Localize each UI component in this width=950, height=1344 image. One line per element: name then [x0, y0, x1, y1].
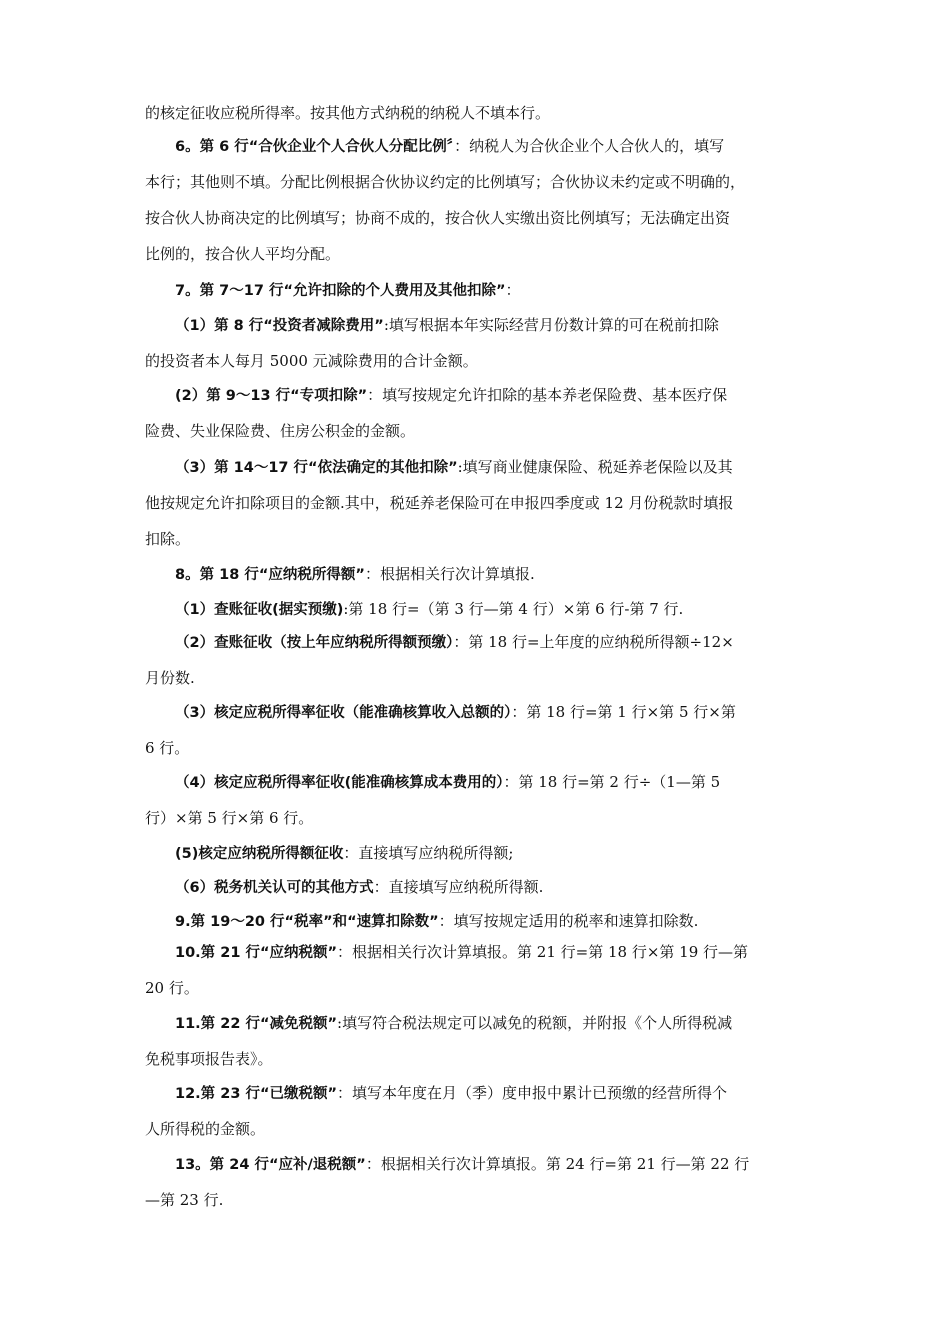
- paragraph-item8: [145, 556, 810, 592]
- body-text: ：填写本年度在月（季）度申报中累计已预缴的经营所得个: [337, 1084, 728, 1102]
- paragraph-item5-continued: [145, 95, 810, 131]
- text-line: [145, 835, 810, 871]
- body-text: ：直接填写应纳税所得额;: [343, 844, 514, 862]
- body-text: 行）×第 5 行×第 6 行。: [145, 809, 314, 827]
- body-text: 扣除。: [145, 530, 191, 548]
- paragraph-item8-1: [145, 591, 810, 627]
- text-line: [145, 800, 810, 836]
- paragraph-item8-3: [145, 694, 810, 766]
- text-line: [145, 624, 810, 660]
- item-heading: 11.第 22 行“减免税额”: [175, 1016, 338, 1032]
- text-line: [145, 1146, 810, 1182]
- paragraph-item7-1: [145, 307, 810, 379]
- paragraph-item7: [145, 272, 810, 308]
- item-heading: 7。第 7～17 行“允许扣除的个人费用及其他扣除”: [175, 283, 506, 299]
- text-line: [145, 934, 810, 970]
- text-line: [145, 591, 810, 627]
- text-line: [145, 164, 810, 200]
- text-line: [145, 128, 810, 164]
- item-heading: （2）查账征收（按上年应纳税所得额预缴）: [175, 635, 454, 651]
- paragraph-item11: [145, 1005, 810, 1077]
- body-text: ：第 18 行=上年度的应纳税所得额÷12×: [453, 633, 734, 651]
- body-text: ：纳税人为合伙企业个人合伙人的，填写: [454, 137, 725, 155]
- paragraph-item7-3: [145, 449, 810, 557]
- text-line: [145, 236, 810, 272]
- paragraph-item8-6: [145, 869, 810, 905]
- paragraph-item8-2: [145, 624, 810, 696]
- text-line: [145, 521, 810, 557]
- item-heading: （4）核定应税所得率征收(能准确核算成本费用的）: [175, 775, 504, 791]
- body-text: ：填写按规定适用的税率和速算扣除数.: [438, 912, 699, 930]
- body-text: 他按规定允许扣除项目的金额.其中，税延养老保险可在申报四季度或 12 月份税款时填报: [145, 494, 734, 512]
- body-text: :第 18 行=（第 3 行—第 4 行）×第 6 行-第 7 行.: [343, 600, 684, 618]
- body-text: ：第 18 行=第 2 行÷（1—第 5: [503, 773, 721, 791]
- text-line: [145, 200, 810, 236]
- text-line: [145, 730, 810, 766]
- body-text: ：填写按规定允许扣除的基本养老保险费、基本医疗保: [367, 386, 728, 404]
- text-line: [145, 1041, 810, 1077]
- item-heading: （1）第 8 行“投资者减除费用”: [175, 318, 384, 334]
- body-text: ：直接填写应纳税所得额.: [373, 878, 544, 896]
- paragraph-item13: [145, 1146, 810, 1218]
- item-heading: 12.第 23 行“已缴税额”: [175, 1086, 338, 1102]
- item-heading: 9.第 19～20 行“税率”和“速算扣除数”: [175, 914, 439, 930]
- text-line: [145, 1111, 810, 1147]
- body-text: 比例的，按合伙人平均分配。: [145, 245, 341, 263]
- item-heading: (5)核定应纳税所得额征收: [175, 846, 344, 862]
- body-text: ：根据相关行次计算填报。第 21 行=第 18 行×第 19 行—第: [337, 943, 749, 961]
- body-text: 的核定征收应税所得率。按其他方式纳税的纳税人不填本行。: [145, 104, 551, 122]
- body-text: ：根据相关行次计算填报.: [364, 565, 535, 583]
- body-text: 本行；其他则不填。分配比例根据合伙协议约定的比例填写；合伙协议未约定或不明确的，: [145, 173, 746, 191]
- item-heading: （1）查账征收(据实预缴): [175, 602, 344, 618]
- body-text: :填写商业健康保险、税延养老保险以及其: [457, 458, 733, 476]
- text-line: [145, 1182, 810, 1218]
- text-line: [145, 694, 810, 730]
- text-line: [145, 307, 810, 343]
- text-line: [145, 272, 810, 308]
- paragraph-item12: [145, 1075, 810, 1147]
- body-text: ：第 18 行=第 1 行×第 5 行×第: [511, 703, 736, 721]
- text-line: [145, 449, 810, 485]
- body-text: 20 行。: [145, 979, 199, 997]
- text-line: [145, 343, 810, 379]
- paragraph-item6: [145, 128, 810, 272]
- text-line: [145, 485, 810, 521]
- body-text: 人所得税的金额。: [145, 1120, 266, 1138]
- body-text: :填写根据本年实际经营月份数计算的可在税前扣除: [383, 316, 719, 334]
- item-heading: 10.第 21 行“应纳税额”: [175, 945, 338, 961]
- item-heading: （3）第 14～17 行“依法确定的其他扣除”: [175, 460, 458, 476]
- body-text: 险费、失业保险费、住房公积金的金额。: [145, 422, 416, 440]
- body-text: 免税事项报告表》。: [145, 1050, 273, 1068]
- text-line: [145, 95, 810, 131]
- text-line: [145, 377, 810, 413]
- text-line: [145, 660, 810, 696]
- item-heading: 13。第 24 行“应补/退税额”: [175, 1157, 366, 1173]
- text-line: [145, 1005, 810, 1041]
- text-line: [145, 764, 810, 800]
- item-heading: 8。第 18 行“应纳税所得额”: [175, 567, 365, 583]
- item-heading: （3）核定应税所得率征收（能准确核算收入总额的）: [175, 705, 512, 721]
- text-line: [145, 970, 810, 1006]
- body-text: ：根据相关行次计算填报。第 24 行=第 21 行—第 22 行: [365, 1155, 750, 1173]
- text-line: [145, 1075, 810, 1111]
- body-text: 按合伙人协商决定的比例填写；协商不成的，按合伙人实缴出资比例填写；无法确定出资: [145, 209, 731, 227]
- item-heading: (2）第 9～13 行“专项扣除”: [175, 388, 368, 404]
- body-text: —第 23 行.: [145, 1191, 224, 1209]
- item-heading: （6）税务机关认可的其他方式: [175, 880, 374, 896]
- body-text: 的投资者本人每月 5000 元减除费用的合计金额。: [145, 352, 478, 370]
- paragraph-item10: [145, 934, 810, 1006]
- text-line: [145, 413, 810, 449]
- paragraph-item8-4: [145, 764, 810, 836]
- paragraph-item7-2: [145, 377, 810, 449]
- text-line: [145, 556, 810, 592]
- body-text: 月份数.: [145, 669, 195, 687]
- text-line: [145, 869, 810, 905]
- body-text: :填写符合税法规定可以减免的税额，并附报《个人所得税减: [337, 1014, 733, 1032]
- paragraph-item8-5: [145, 835, 810, 871]
- body-text: 6 行。: [145, 739, 190, 757]
- body-text: ：: [505, 281, 521, 299]
- item-heading: 6。第 6 行“合伙企业个人合伙人分配比例〞: [175, 139, 455, 155]
